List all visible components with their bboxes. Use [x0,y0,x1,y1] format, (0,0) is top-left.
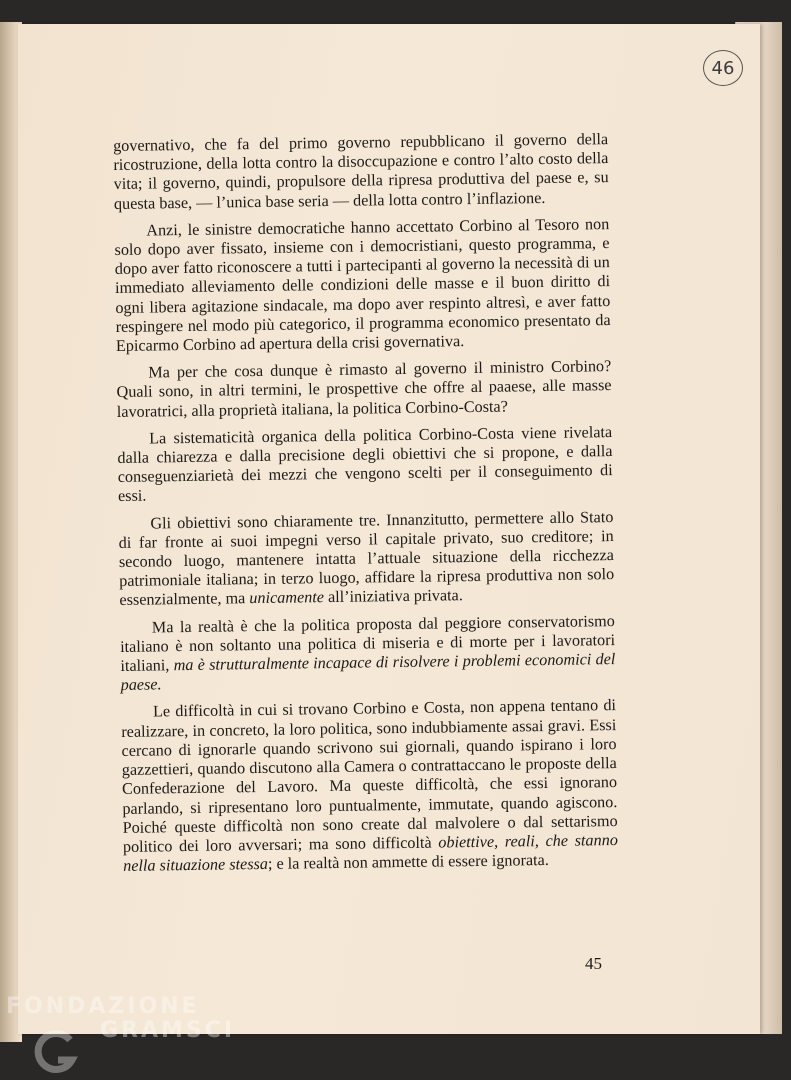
watermark-line-1: FONDAZIONE [6,994,200,1019]
text-run: governativo, che fa del primo governo repubblicano il governo della ricostruzione, della lotta contro la disoccupazione e contro l’alto costo della vita; il governo, quindi, propulsore della ripresa produttiva del paese e, su questa base, — l’unica base seria — della lotta contro l’inflazione. [113,130,609,213]
text-run: Ma per che cosa dunque è rimasto al governo il ministro Corbino? Quali sono, in altri termini, le prospettive che offre al paaese, alle masse lavoratrici, alla proprietà italiana, la politica Corbino-Costa? [116,357,612,421]
paragraph [116,357,612,422]
paragraph [117,423,613,507]
paragraph [113,130,609,214]
text-run: La sistematicità organica della politica Corbino-Costa viene rivelata dalla chiarezza e dalla precisione degli obiettivi che si propone, e dalla conseguenziarietà dei mezzi che vengono scelti per il conseguimento di essi. [117,422,613,506]
text-run: all’iniziativa privata. [323,586,463,607]
paragraph [121,697,618,877]
text-run: ; e la realtà non ammette di essere ignorata. [267,851,549,874]
italic-text: ma è strutturalmente incapace di risolvere i problemi economici del paese. [120,650,616,695]
paragraph [118,508,614,611]
italic-text: unicamente [249,588,325,608]
paragraph [120,612,616,696]
handwritten-page-stamp [703,50,743,86]
text-run: Ma la realtà è che la politica proposta dal peggiore conservatorismo italiano è non soltanto una politica di miseria e di morte per i lavoratori italiani, [119,611,616,676]
paragraph [114,215,611,356]
page-number: 45 [585,954,602,973]
body-text [113,130,618,884]
text-run: Anzi, le sinistre democratiche hanno accettato Corbino al Tesoro non solo dopo aver fissato, insieme con i democristiani, questo programma, e dopo aver fatto riconoscere a tutti i partecipanti al governo la necessità di un immediato alleviamento delle condizioni delle masse e il buon diritto di ogni libera agitazione sindacale, ma dopo aver respinto altresì, e aver fatto respingere nel modo più categorico, il programma economico presentato da Epicarmo Corbino ad apertura della crisi governativa. [114,214,611,356]
text-run: Le difficoltà in cui si trovano Corbino e Costa, non appena tentano di realizzare, in concreto, la loro politica, sono indubbiamente assai gravi. Essi cercano di ignorarle quando scrivono sui giornali, quando ispirano i loro gazzettieri, quando discutono alla Camera o contrattaccano le proposte della Confederazione del Lavoro. Ma queste difficoltà, che essi ignorano parlando, si ripresentano loro puntualmente, immutate, quando agiscono. Poiché queste difficoltà non sono create dal malvolere o dal settarismo politico dei loro avversari; ma sono difficoltà [121,696,618,856]
watermark-line-2: GRAMSCI [100,1018,236,1043]
text-run: Gli obiettivi sono chiaramente tre. Innanzitutto, permettere allo Stato di far fronte ai suoi impegni verso il capitale privato, suo creditore; in secondo luogo, mantenere intatta l’attuale situazione della ricchezza patrimoniale italiana; in terzo luogo, affidare la ripresa produttiva non solo essenzialmente, ma [118,507,615,610]
stamp-number: 46 [711,57,735,79]
italic-text: obiettive, reali, che stanno nella situazione stessa [123,830,618,876]
watermark-logo-icon [30,1030,80,1074]
